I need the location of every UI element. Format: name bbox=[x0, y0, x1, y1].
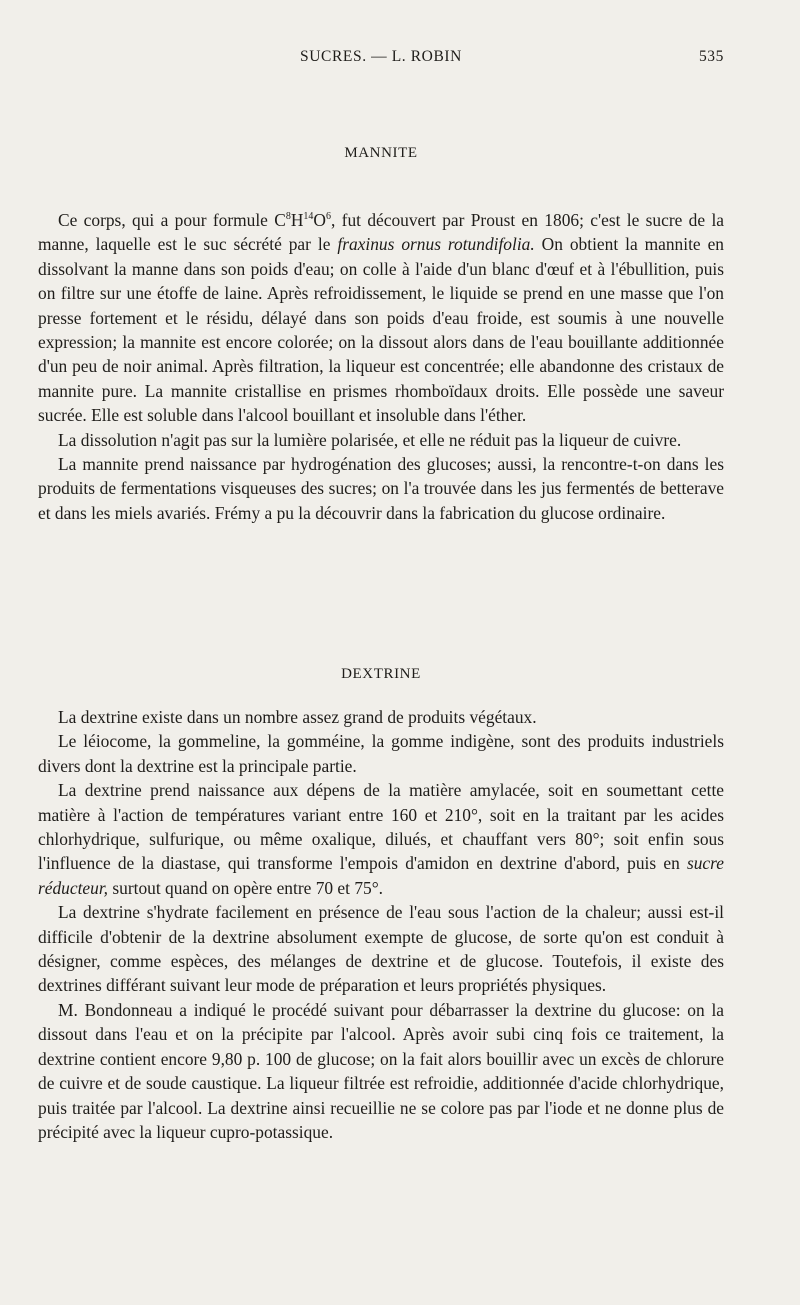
species-name: fraxinus ornus rotundifolia. bbox=[337, 234, 535, 255]
paragraph: Le léiocome, la gommeline, la gomméine, la gomme indigène, sont des produits industriels divers dont la dextrine est la principale partie. bbox=[38, 731, 724, 776]
paragraph: M. Bondonneau a indiqué le procédé suivant pour débarrasser la dextrine du glucose: on la dissout dans l'eau et on la précipite par l'alcool. Après avoir subi cinq fois ce traitement, la dextrine contient encore 9,80 p. 100 de glucose; on la fait alors bouillir avec un excès de chlorure de cuivre et de soude caustique. La liqueur filtrée est refroidie, additionnée d'acide chlorhydrique, puis traitée par l'alcool. La dextrine ainsi recueillie ne se colore pas par l'iode et ne donne plus de précipité avec la liqueur cupro-potassique. bbox=[38, 999, 724, 1142]
paragraph: La mannite prend naissance par hydrogénation des glucoses; aussi, la rencontre-t-on dans les produits de fermentations visqueuses des sucres; on l'a trouvée dans les jus fermentés de betterave et dans les miels avariés. Frémy a pu la découvrir dans la fabrication du glucose ordinaire. bbox=[38, 454, 724, 523]
paragraph: La dextrine prend naissance aux dépens de la matière amylacée, soit en soumettant cette matière à l'action de températures variant entre 160 et 210°, soit en la traitant par les acides chlorhydrique, sulfurique, ou même oxalique, dilués, et chauffant vers 80°; soit enfin sous l'influence de la diastase, qui transforme l'empois d'amidon en dextrine d'abord, puis en sucre réducteur, surtout quand on opère entre 70 et 75°. bbox=[38, 780, 724, 898]
paragraph: La dextrine s'hydrate facilement en présence de l'eau sous l'action de la chaleur; aussi est-il difficile d'obtenir de la dextrine absolument exempte de glucose, de sorte qu'on est conduit à désigner, comme espèces, des mélanges de dextrine et de glucose. Toutefois, il existe des dextrines différant suivant leur mode de préparation et leurs propriétés physiques. bbox=[38, 902, 724, 996]
section-mannite bbox=[38, 208, 724, 525]
section-heading-dextrine: DEXTRINE bbox=[341, 666, 421, 682]
running-head bbox=[38, 48, 724, 72]
paragraph: La dextrine existe dans un nombre assez grand de produits végétaux. bbox=[58, 707, 537, 727]
paragraph: Ce corps, qui a pour formule $C^8H^{14}O^6$, fut découvert par Proust en 1806; c'est le sucre de la manne, laquelle est le suc sécrété par le fraxinus ornus rotundifolia. On obtient la mannite en dissolvant la manne dans son poids d'eau; on colle à l'aide d'un blanc d'œuf et à l'ébullition, puis on filtre sur une étoffe de laine. Après refroidissement, le liquide se prend en une masse que l'on presse fortement et le résidu, délayé dans son poids d'eau froide, est soumis à une nouvelle expression; la mannite est encore colorée; on la dissout alors dans de l'eau bouillante additionnée d'un peu de noir animal. Après filtration, la liqueur est concentrée; elle abandonne des cristaux de mannite pure. La mannite cristallise en prismes rhomboïdaux droits. Elle possède une saveur sucrée. Elle est soluble dans l'alcool bouillant et insoluble dans l'éther. bbox=[38, 210, 724, 426]
paragraph: La dissolution n'agit pas sur la lumière polarisée, et elle ne réduit pas la liqueur de cuivre. bbox=[58, 429, 682, 450]
page bbox=[38, 0, 724, 1305]
italic-term: sucre réducteur, bbox=[38, 853, 724, 898]
section-dextrine bbox=[38, 705, 724, 1144]
section-heading-mannite: MANNITE bbox=[344, 145, 418, 161]
page-number: 535 bbox=[698, 48, 724, 65]
running-title: SUCRES. — L. ROBIN bbox=[300, 48, 462, 65]
